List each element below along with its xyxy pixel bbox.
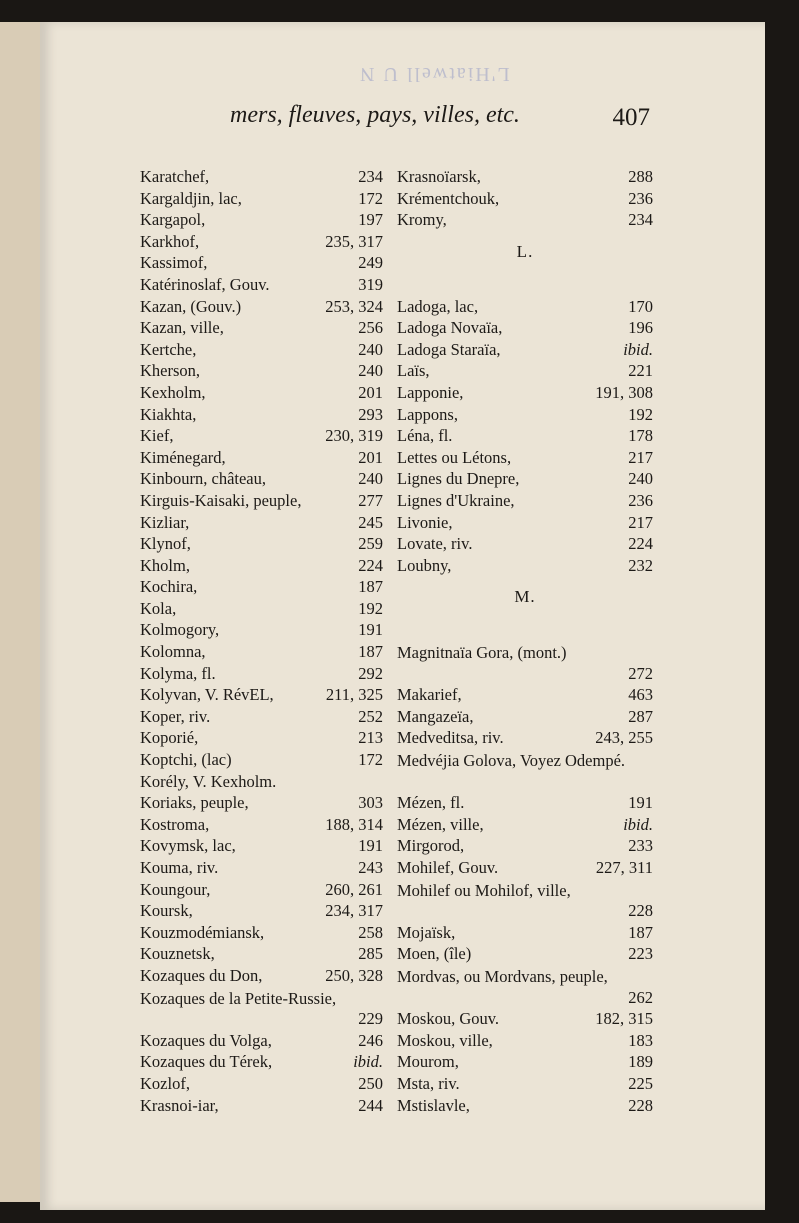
index-entry: [140, 513, 383, 535]
index-entry-name: Medveditsa, riv.: [397, 728, 504, 748]
index-entry: [397, 1009, 653, 1031]
index-entry-name: Kexholm,: [140, 382, 206, 402]
index-entry-page: ibid.: [623, 339, 653, 359]
index-entry: [140, 469, 383, 491]
index-entry-page: 234: [358, 167, 383, 186]
index-entry-name: Laïs,: [397, 361, 430, 381]
index-entry: [140, 901, 383, 923]
index-entry: [397, 361, 653, 383]
index-entry: [397, 318, 653, 340]
index-entry: [397, 448, 653, 470]
index-entry-name: Katérinoslaf, Gouv.: [140, 274, 270, 294]
index-entry-page: 236: [628, 490, 653, 510]
index-entry-page: 227, 311: [595, 858, 653, 877]
index-entry: [140, 210, 383, 232]
index-entry-name: Koporié,: [140, 728, 199, 748]
index-entry: [140, 405, 383, 427]
index-entry-name: Lappons,: [397, 404, 458, 424]
index-entry: [140, 534, 383, 556]
section-letter-label: L.: [516, 241, 534, 261]
index-entry-name: Kozaques du Volga,: [140, 1030, 272, 1050]
index-entry: [140, 383, 383, 405]
index-entry: [397, 642, 653, 685]
index-entry: [397, 880, 653, 923]
index-entry: [397, 426, 653, 448]
index-entry: [397, 340, 653, 362]
index-entry-name: Mangazeïa,: [397, 706, 474, 726]
index-entry-page: 240: [358, 361, 383, 381]
index-entry-page: 303: [358, 793, 383, 813]
index-entry-name: Mordvas, ou Mordvans, peuple,: [397, 966, 608, 986]
index-entry-name: Kargapol,: [140, 210, 206, 230]
index-entry: [140, 189, 383, 211]
index-entry-page: 213: [358, 728, 383, 748]
index-entry-page: 234: [628, 210, 653, 230]
index-entry-page: 211, 325: [325, 685, 383, 705]
index-entry: [140, 491, 383, 513]
index-entry: [140, 858, 383, 880]
index-entry-page: 224: [358, 555, 383, 575]
index-entry-name: Léna, fl.: [397, 426, 453, 446]
index-entry-name: Kiakhta,: [140, 404, 197, 424]
index-entry: [140, 253, 383, 275]
index-entry-name: Kazan, (Gouv.): [140, 296, 242, 316]
index-entry: [397, 858, 653, 880]
index-entry: [397, 793, 653, 815]
section-letter: [397, 577, 653, 620]
index-entry-name: Kozlof,: [140, 1073, 190, 1093]
index-entry: [397, 167, 653, 189]
index-entry-name: Kozaques du Térek,: [140, 1052, 273, 1072]
index-entry-name: Kholm,: [140, 555, 190, 575]
index-entry-page: 187: [358, 577, 383, 597]
running-header: [230, 102, 650, 136]
index-entry: [397, 1052, 653, 1074]
index-entry-name: Mohilef, Gouv.: [397, 858, 499, 877]
page-number: 407: [612, 104, 650, 131]
index-entry: [397, 556, 653, 578]
index-entry-name: Moskou, ville,: [397, 1030, 493, 1050]
index-entry: [397, 1031, 653, 1053]
index-entry: [140, 1052, 383, 1074]
index-entry: [140, 232, 383, 254]
index-entry-name: Moen, (île): [397, 944, 472, 964]
index-entry-name: Kolmogory,: [140, 620, 220, 640]
index-entry-page: 250, 328: [325, 965, 383, 985]
index-entry: [140, 836, 383, 858]
index-entry-page: 178: [628, 426, 653, 446]
index-entry-name: Koriaks, peuple,: [140, 793, 249, 813]
index-entry-name: Lovate, riv.: [397, 534, 473, 554]
index-entry: [140, 923, 383, 945]
index-entry-name: Kinbourn, château,: [140, 469, 266, 489]
index-entry-page: 319: [358, 274, 383, 294]
index-entry: [140, 642, 383, 664]
index-entry-page: 288: [628, 167, 653, 186]
index-entry-name: Moskou, Gouv.: [397, 1009, 500, 1029]
index-entry-page: 250: [358, 1073, 383, 1093]
index-entry-page: 256: [358, 318, 383, 338]
index-entry: [140, 1031, 383, 1053]
index-entry-page: 192: [358, 598, 383, 618]
index-entry-page: 232: [628, 555, 653, 575]
index-entry-name: Koper, riv.: [140, 706, 211, 726]
index-column-right: [397, 167, 653, 1117]
index-entry-page: 292: [358, 663, 383, 683]
index-entry-name: Lignes d'Ukraine,: [397, 490, 515, 510]
index-entry-page: 197: [358, 210, 383, 230]
blank-line: [397, 275, 653, 297]
index-entry-page: 225: [628, 1073, 653, 1093]
index-entry: [397, 1074, 653, 1096]
index-entry-page: 183: [628, 1030, 653, 1050]
index-entry-page: 252: [358, 706, 383, 726]
index-entry: [140, 318, 383, 340]
index-entry: [140, 966, 383, 988]
index-entry: [140, 448, 383, 470]
index-entry-page: 189: [628, 1052, 653, 1072]
index-entry: [140, 944, 383, 966]
index-entry-name: Kargaldjin, lac,: [140, 188, 242, 208]
index-entry-name: Lignes du Dnepre,: [397, 469, 520, 489]
index-entry: [397, 383, 653, 405]
index-entry-name: Ladoga Novaïa,: [397, 318, 503, 338]
index-entry-page: 240: [358, 469, 383, 489]
index-entry-name: Kazan, ville,: [140, 318, 224, 338]
index-entry-page: 196: [628, 318, 653, 338]
index-entry: [397, 297, 653, 319]
index-entry: [397, 707, 653, 729]
index-entry: [397, 534, 653, 556]
index-entry-name: Kouma, riv.: [140, 858, 219, 877]
index-entry-page: 293: [358, 404, 383, 424]
running-title: mers, fleuves, pays, villes, etc.: [230, 102, 520, 128]
index-entry-page: 240: [358, 339, 383, 359]
index-entry-name: Korély, V. Kexholm.: [140, 771, 277, 791]
index-entry-page: 259: [358, 534, 383, 554]
index-entry-page: 192: [628, 404, 653, 424]
index-entry-name: Kromy,: [397, 210, 447, 230]
index-entry-name: Kovymsk, lac,: [140, 836, 236, 856]
index-entry-page: 240: [628, 469, 653, 489]
index-entry-page: 230, 319: [325, 426, 383, 446]
index-entry: [140, 275, 383, 297]
index-entry-name: Magnitnaïa Gora, (mont.): [397, 643, 567, 663]
index-entry-name: Kolyma, fl.: [140, 663, 216, 683]
index-entry: [140, 340, 383, 362]
index-entry: [140, 707, 383, 729]
index-entry-page: 246: [358, 1030, 383, 1050]
index-entry: [397, 189, 653, 211]
index-entry-page: 277: [358, 490, 383, 510]
index-entry-page: 182, 315: [595, 1009, 653, 1029]
index-entry-name: Kirguis-Kaisaki, peuple,: [140, 490, 302, 510]
index-entry-page: 201: [358, 447, 383, 467]
facing-page-edge: [0, 22, 42, 1202]
index-entry-page: 234, 317: [325, 901, 383, 921]
index-entry-name: Loubny,: [397, 555, 452, 575]
index-entry-name: Koptchi, (lac): [140, 750, 232, 770]
index-column-left: [140, 167, 383, 1117]
index-entry: [140, 426, 383, 448]
index-entry: [140, 297, 383, 319]
index-entry: [140, 880, 383, 902]
index-entry-name: Kouznetsk,: [140, 944, 215, 964]
index-entry-page: 223: [628, 944, 653, 964]
index-entry-name: Mézen, fl.: [397, 793, 465, 813]
index-entry-page: 262: [628, 987, 653, 1007]
index-entry-page: 463: [628, 685, 653, 705]
index-entry-page: 243, 255: [595, 728, 653, 748]
index-entry-name: Klynof,: [140, 534, 191, 554]
index-entry: [140, 728, 383, 750]
index-entry-name: Krasnoïarsk,: [397, 167, 481, 186]
index-entry-page: 272: [628, 663, 653, 683]
blank-line: [397, 620, 653, 642]
index-entry: [397, 750, 653, 793]
index-entry-name: Kozaques de la Petite-Russie,: [140, 988, 337, 1008]
index-entry: [140, 988, 383, 1031]
index-entry: [397, 210, 653, 232]
index-entry-page: 287: [628, 706, 653, 726]
index-entry-name: Mojaïsk,: [397, 922, 456, 942]
library-stamp: L'Hiatwell U N: [358, 63, 510, 85]
index-entry: [397, 1096, 653, 1118]
index-entry-page: 217: [628, 447, 653, 467]
index-entry: [397, 923, 653, 945]
index-entry-name: Koungour,: [140, 879, 211, 899]
index-entry-name: Karatchef,: [140, 167, 210, 186]
index-entry-page: 258: [358, 922, 383, 942]
index-entry: [140, 556, 383, 578]
index-entry-page: 217: [628, 512, 653, 532]
index-entry: [140, 620, 383, 642]
index-entry-page: ibid.: [623, 814, 653, 834]
index-entry-name: Medvéjia Golova, Voyez Odempé.: [397, 751, 626, 771]
index-entry-name: Ladoga, lac,: [397, 296, 479, 316]
index-entry-name: Kherson,: [140, 361, 201, 381]
index-entry-page: 224: [628, 534, 653, 554]
index-entry: [140, 815, 383, 837]
index-entry-page: 233: [628, 836, 653, 856]
index-entry: [140, 750, 383, 772]
index-entry-name: Kouzmodémiansk,: [140, 922, 265, 942]
index-entry: [140, 1074, 383, 1096]
index-entry: [397, 469, 653, 491]
index-entry: [140, 772, 383, 794]
index-entry: [140, 793, 383, 815]
index-entry-name: Mourom,: [397, 1052, 459, 1072]
index-entry: [140, 685, 383, 707]
index-entry-name: Koursk,: [140, 901, 193, 921]
index-entry-name: Ladoga Staraïa,: [397, 339, 501, 359]
index-entry: [397, 966, 653, 1009]
index-entry-page: 191: [358, 836, 383, 856]
index-entry-name: Kassimof,: [140, 253, 208, 273]
index-entry-page: 229: [358, 1009, 383, 1029]
index-entry-name: Kochira,: [140, 577, 198, 597]
index-entry-name: Kozaques du Don,: [140, 965, 263, 985]
index-entry-name: Karkhof,: [140, 231, 200, 251]
index-entry-page: 187: [628, 922, 653, 942]
index-entry-page: 253, 324: [325, 296, 383, 316]
index-entry-page: 249: [358, 253, 383, 273]
index-entry-page: 170: [628, 296, 653, 316]
index-entry: [397, 728, 653, 750]
index-entry-page: 260, 261: [325, 879, 383, 899]
index-entry-name: Kief,: [140, 426, 174, 446]
index-entry-name: Mohilef ou Mohilof, ville,: [397, 880, 571, 900]
index-entry: [397, 815, 653, 837]
index-entry-page: 187: [358, 642, 383, 662]
index-entry-name: Kiménegard,: [140, 447, 226, 467]
index-entry: [397, 405, 653, 427]
index-entry-page: 191: [628, 793, 653, 813]
index-entry-name: Livonie,: [397, 512, 453, 532]
index-entry-name: Kolomna,: [140, 642, 206, 662]
index-entry-page: 285: [358, 944, 383, 964]
index-entry: [397, 513, 653, 535]
index-entry-name: Mirgorod,: [397, 836, 465, 856]
index-entry-page: ibid.: [353, 1052, 383, 1072]
index-entry: [140, 1096, 383, 1118]
index-entry-page: 228: [628, 1095, 653, 1115]
index-entry: [397, 491, 653, 513]
index-entry-name: Makarief,: [397, 685, 462, 705]
index-entry-page: 172: [358, 188, 383, 208]
index-entry-page: 245: [358, 512, 383, 532]
index-entry: [140, 577, 383, 599]
index-entry-name: Mézen, ville,: [397, 814, 484, 834]
index-entry: [397, 944, 653, 966]
index-entry-name: Kizliar,: [140, 512, 190, 532]
index-entry: [140, 599, 383, 621]
index-entry-page: 188, 314: [325, 814, 383, 834]
index-entry-page: 243: [358, 858, 383, 877]
index-entry-page: 221: [628, 361, 653, 381]
index-entry-name: Lettes ou Létons,: [397, 447, 512, 467]
index-entry-page: 228: [628, 901, 653, 921]
section-letter-label: M.: [514, 587, 536, 607]
index-entry-page: 191: [358, 620, 383, 640]
index-entry-name: Krémentchouk,: [397, 188, 500, 208]
section-letter: [397, 232, 653, 275]
index-entry-page: 235, 317: [325, 231, 383, 251]
index-entry: [140, 664, 383, 686]
book-page: [40, 22, 765, 1210]
index-entry-page: 172: [358, 750, 383, 770]
index-entry-name: Msta, riv.: [397, 1073, 460, 1093]
index-entry: [397, 836, 653, 858]
index-entry-name: Kolyvan, V. RévEL,: [140, 685, 274, 705]
index-entry: [140, 167, 383, 189]
index-entry-name: Kertche,: [140, 339, 197, 359]
index-entry: [397, 685, 653, 707]
index-entry-page: 201: [358, 382, 383, 402]
index-entry-page: 244: [358, 1095, 383, 1115]
index-entry-page: 191, 308: [595, 382, 653, 402]
index-entry-name: Mstislavle,: [397, 1095, 470, 1115]
index-entry: [140, 361, 383, 383]
index-entry-name: Lapponie,: [397, 382, 464, 402]
index-entry-name: Krasnoi-iar,: [140, 1095, 219, 1115]
index-entry-page: 236: [628, 188, 653, 208]
index-entry-name: Kola,: [140, 598, 177, 618]
index-entry-name: Kostroma,: [140, 814, 210, 834]
